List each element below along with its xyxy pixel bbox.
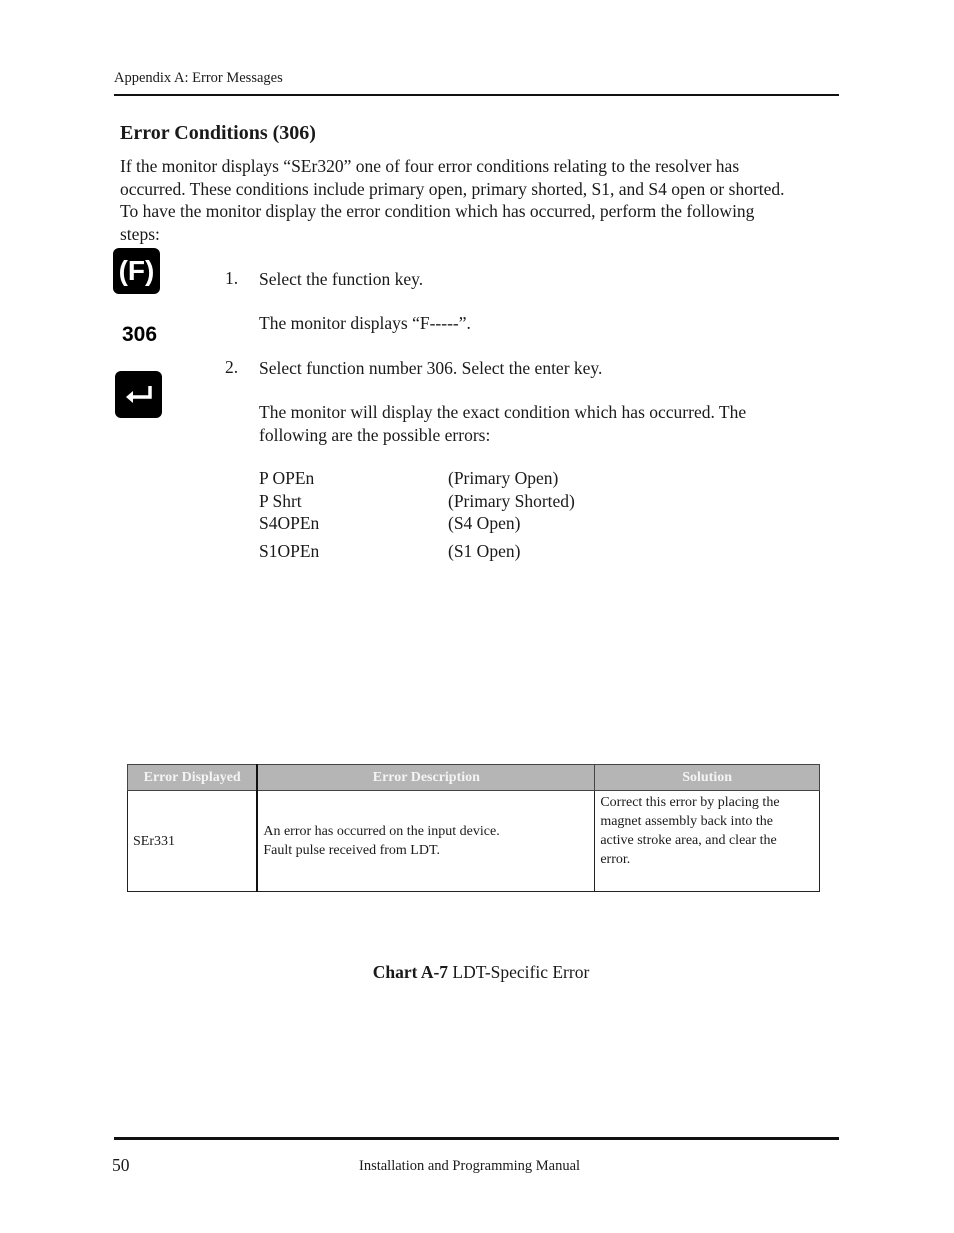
error-description: (Primary Shorted) [448,491,575,511]
caption-label: Chart A-7 [372,962,449,982]
error-chart-table [127,764,820,892]
error-code: P Shrt [259,491,302,511]
intro-line: To have the monitor display the error condition which has occurred, perform the following [120,201,755,221]
error-description-cell [257,791,594,892]
step-number: 2. [225,357,239,377]
error-description: (Primary Open) [448,468,559,488]
solution-line: active stroke area, and clear the [600,833,777,848]
intro-line: occurred. These conditions include primary open, primary shorted, S1, and S4 open or shorted. [120,178,785,199]
error-code: S1OPEn [259,541,320,561]
function-key-label: (F) [118,255,155,286]
solution-cell [595,791,820,892]
intro-paragraph [120,155,840,245]
step-result-line: The monitor will display the exact condition which has occurred. The [259,402,747,422]
solution-line: Correct this error by placing the [600,795,780,810]
column-header: Error Description [257,765,594,791]
step-result [259,401,746,446]
footer-title: Installation and Programming Manual [359,1158,581,1174]
error-code: S4OPEn [259,513,320,533]
chart-caption [0,962,954,983]
number-key-label: 306 [122,323,158,346]
solution-line: error. [600,852,631,867]
intro-line: If the monitor displays “SEr320” one of four error conditions relating to the resolver has [120,156,740,176]
function-key-icon [113,248,160,294]
step-result-line: following are the possible errors: [259,424,491,445]
page-number: 50 [112,1155,130,1175]
header-rule [114,94,839,96]
intro-line: steps: [120,223,160,244]
running-head: Appendix A: Error Messages [114,70,283,86]
table-header-row [128,765,820,791]
error-code-cell: SEr331 [128,791,258,892]
step-number: 1. [225,268,239,288]
error-description: (S4 Open) [448,513,521,533]
caption-text: LDT-Specific Error [448,962,590,982]
column-header: Solution [595,765,820,791]
enter-return-icon [115,371,162,418]
error-code: P OPEn [259,468,315,488]
enter-arrow-glyph [124,384,154,406]
column-header: Error Displayed [128,765,258,791]
solution-line: magnet assembly back into the [600,814,773,829]
step-result: The monitor displays “F-----”. [259,313,471,333]
step-text: Select the function key. [259,269,424,289]
footer-rule [114,1137,839,1140]
description-line: An error has occurred on the input device. [263,824,500,839]
table-row [128,791,820,892]
description-line: Fault pulse received from LDT. [263,843,440,858]
step-text: Select function number 306. Select the enter key. [259,358,603,378]
error-description: (S1 Open) [448,541,521,561]
section-title: Error Conditions (306) [120,122,316,144]
